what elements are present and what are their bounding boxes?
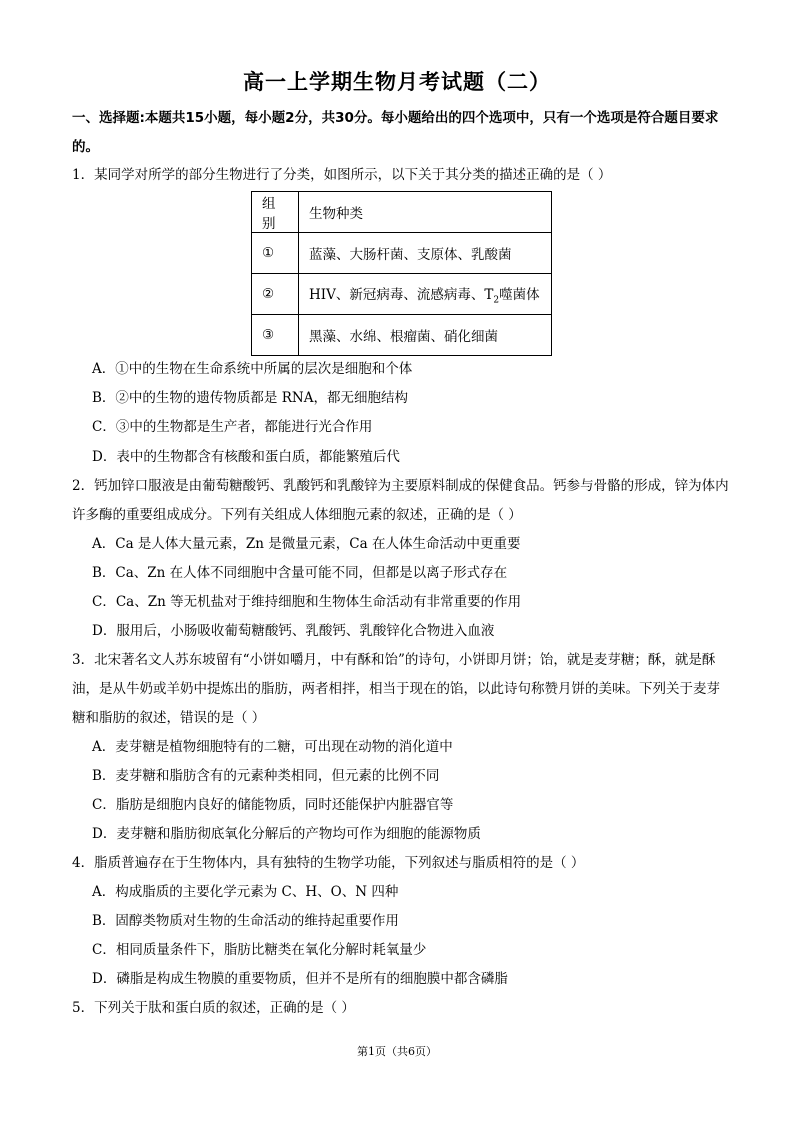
subscript-2: 2 — [493, 295, 500, 306]
q3-option-c: C．脂肪是细胞内良好的储能物质，同时还能保护内脏器官等 — [92, 797, 454, 813]
q2-option-c: C．Ca、Zn 等无机盐对于维持细胞和生物体生命活动有非常重要的作用 — [92, 594, 522, 610]
question-4-stem: 4．脂质普遍存在于生物体内，具有独特的生物学功能，下列叙述与脂质相符的是（ ） — [72, 855, 585, 871]
q3-option-b: B．麦芽糖和脂肪含有的元素种类相同，但元素的比例不同 — [92, 768, 440, 784]
species-text: HIV、新冠病毒、流感病毒、T — [309, 286, 494, 303]
section-heading: 一、选择题:本题共15小题，每小题2分，共30分。每小题给出的四个选项中，只有一个选项是符合题目要求的。 — [72, 110, 719, 155]
table-cell-group: ③ — [252, 315, 299, 356]
table-row — [252, 315, 552, 356]
question-5-stem: 5．下列关于肽和蛋白质的叙述，正确的是（ ） — [72, 1000, 355, 1016]
table-cell-group: ② — [252, 274, 299, 315]
question-2-stem: 2．钙加锌口服液是由葡萄糖酸钙、乳酸钙和乳酸锌为主要原料制成的保健食品。钙参与骨骼的形成，锌为体内许多酶的重要组成成分。下列有关组成人体细胞元素的叙述，正确的是（ ） — [72, 478, 729, 523]
q2-option-d: D．服用后，小肠吸收葡萄糖酸钙、乳酸钙、乳酸锌化合物进入血液 — [92, 623, 495, 639]
q1-option-c: C．③中的生物都是生产者，都能进行光合作用 — [92, 419, 373, 435]
question-1-stem: 1．某同学对所学的部分生物进行了分类，如图所示，以下关于其分类的描述正确的是（ ） — [72, 167, 612, 183]
table-header-cell: 组别 — [252, 192, 299, 233]
classification-table — [251, 191, 552, 356]
q2-option-b: B．Ca、Zn 在人体不同细胞中含量可能不同，但都是以离子形式存在 — [92, 565, 508, 581]
page-title: 高一上学期生物月考试题（二） — [243, 70, 551, 94]
table-row — [252, 274, 552, 315]
q4-option-c: C．相同质量条件下，脂肪比糖类在氧化分解时耗氧量少 — [92, 942, 427, 958]
q4-option-a: A．构成脂质的主要化学元素为 C、H、O、N 四种 — [92, 884, 399, 900]
q3-option-d: D．麦芽糖和脂肪彻底氧化分解后的产物均可作为细胞的能源物质 — [92, 826, 481, 842]
q3-option-a: A．麦芽糖是植物细胞特有的二糖，可出现在动物的消化道中 — [92, 739, 453, 755]
q4-option-d: D．磷脂是构成生物膜的重要物质，但并不是所有的细胞膜中都含磷脂 — [92, 971, 508, 987]
table-cell-species: 蓝藻、大肠杆菌、支原体、乳酸菌 — [299, 233, 552, 274]
q1-option-d: D．表中的生物都含有核酸和蛋白质，都能繁殖后代 — [92, 449, 400, 465]
table-cell-group: ① — [252, 233, 299, 274]
table-header-row — [252, 192, 552, 233]
table-header-cell: 生物种类 — [299, 192, 552, 233]
table-cell-species: 黑藻、水绵、根瘤菌、硝化细菌 — [299, 315, 552, 356]
table-row — [252, 233, 552, 274]
q1-option-b: B．②中的生物的遗传物质都是 RNA，都无细胞结构 — [92, 390, 408, 406]
q4-option-b: B．固醇类物质对生物的生命活动的维持起重要作用 — [92, 913, 399, 929]
species-text-suffix: 噬菌体 — [499, 286, 540, 303]
question-3-stem: 3．北宋著名文人苏东坡留有“小饼如嚼月，中有酥和饴”的诗句，小饼即月饼；饴，就是麦芽糖；酥，就是酥油，是从牛奶或羊奶中提炼出的脂肪，两者相拌，相当于现在的馅，以此诗句称赞月饼的美味。下列关于麦芽糖和脂肪的叙述，错误的是（ ） — [72, 652, 720, 726]
q2-option-a: A．Ca 是人体大量元素，Zn 是微量元素，Ca 在人体生命活动中更重要 — [92, 536, 521, 552]
table-cell-species — [299, 274, 552, 315]
q1-option-a: A．①中的生物在生命系统中所属的层次是细胞和个体 — [92, 361, 413, 377]
page-footer: 第1页（共6页） — [357, 1045, 437, 1058]
